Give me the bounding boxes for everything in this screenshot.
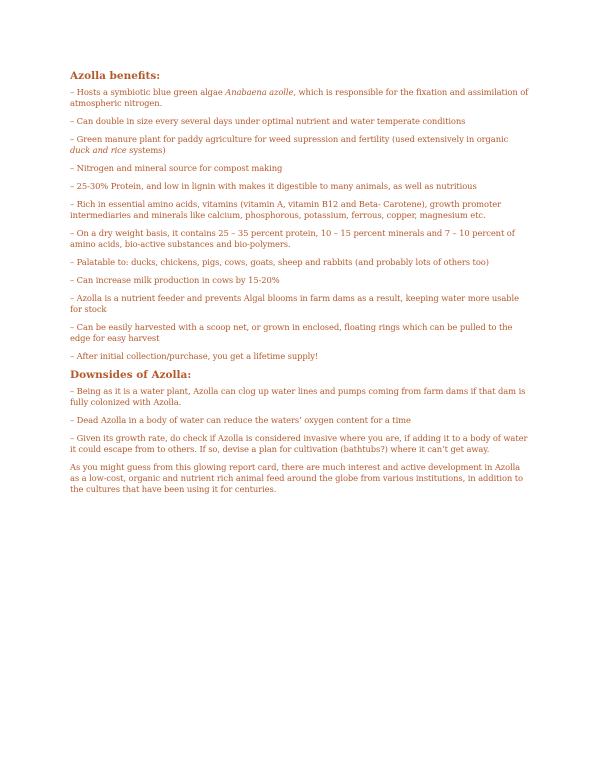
benefit-item: – Rich in essential amino acids, vitamins (vitamin A, vitamin B12 and Beta- Carotene), growth promoter intermediaries and minerals like calcium, phosphorous, potassium, ferrous, copper, magnesium etc. <box>70 199 501 220</box>
benefit-item: – Palatable to: ducks, chickens, pigs, cows, goats, sheep and rabbits (and probably lots of others too) <box>70 257 489 267</box>
benefit-item <box>70 134 530 156</box>
benefit-text: , which is responsible for the fixation and assimilation of atmospheric nitrogen. <box>70 87 529 108</box>
benefit-italic-text: duck and rice <box>70 145 127 155</box>
benefit-italic-text: Anabaena azolle <box>225 87 294 97</box>
benefit-text: – Hosts a symbiotic blue green algae <box>70 87 226 97</box>
benefit-item: – Nitrogen and mineral source for compost making <box>70 163 283 173</box>
benefit-item: – 25-30% Protein, and low in lignin with makes it digestible to many animals, as well as nutritious <box>70 181 477 191</box>
downside-item: – Being as it is a water plant, Azolla can clog up water lines and pumps coming from farm dams if that dam is fully colonized with Azolla. <box>70 386 526 407</box>
benefits-heading: Azolla benefits: <box>70 70 161 82</box>
benefit-item: – After initial collection/purchase, you get a lifetime supply! <box>70 351 319 361</box>
benefit-item: – Can be easily harvested with a scoop net, or grown in enclosed, floating rings which can be pulled to the edge for easy harvest <box>70 322 513 343</box>
benefit-item: – Azolla is a nutrient feeder and prevents Algal blooms in farm dams as a result, keeping water more usable for stock <box>70 293 519 314</box>
benefit-text: systems) <box>126 145 166 155</box>
closing-paragraph: As you might guess from this glowing report card, there are much interest and active development in Azolla as a low-cost, organic and nutrient rich animal feed around the globe from various institutions, in addition to the cultures that have been using it for centuries. <box>70 462 523 494</box>
benefit-item: – On a dry weight basis, it contains 25 – 35 percent protein, 10 – 15 percent minerals and 7 – 10 percent of amino acids, bio-active substances and bio-polymers. <box>70 228 515 249</box>
downsides-heading: Downsides of Azolla: <box>70 369 192 381</box>
benefit-text: – Green manure plant for paddy agriculture for weed supression and fertility (used extensively in organic <box>70 134 509 144</box>
benefit-item: – Can increase milk production in cows by 15-20% <box>70 275 280 285</box>
downside-item: – Dead Azolla in a body of water can reduce the waters’ oxygen content for a time <box>70 415 411 425</box>
benefit-item <box>70 87 530 109</box>
downside-item: – Given its growth rate, do check if Azolla is considered invasive where you are, if adding it to a body of water it could escape from to others. If so, devise a plan for cultivation (bathtubs?) where it can’t get away. <box>70 433 528 454</box>
benefit-item: – Can double in size every several days under optimal nutrient and water temperate conditions <box>70 116 466 126</box>
document-page <box>70 70 530 495</box>
